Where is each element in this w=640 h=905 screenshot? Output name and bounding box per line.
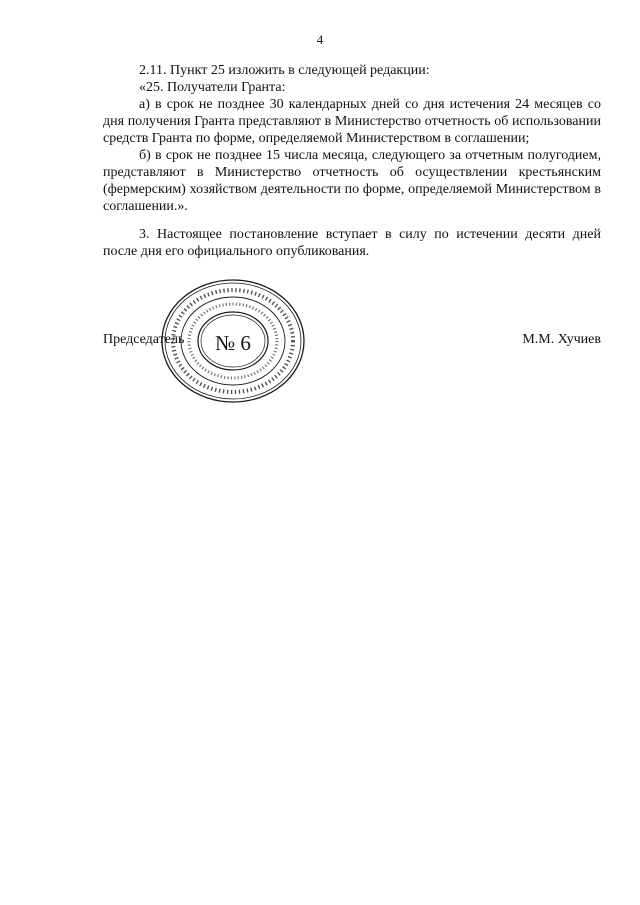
paragraph-subclause-b: б) в срок не позднее 15 числа месяца, следующего за отчетным полугодием, представляют в Министерство отчетность об осуществлении крестьянским (фермерским) хозяйством деятельности по форме, определяемой Министерством в соглашении.». [103,148,601,214]
paragraph-clause-3: 3. Настоящее постановление вступает в силу по истечении десяти дней после дня его официального опубликования. [103,227,601,259]
stamp-number: № 6 [215,331,251,355]
paragraph-clause-25: «25. Получатели Гранта: [139,80,286,95]
page-number: 4 [316,32,324,47]
paragraph-clause-2-11: 2.11. Пункт 25 изложить в следующей редакции: [139,63,430,78]
paragraph-subclause-a: а) в срок не позднее 30 календарных дней со дня истечения 24 месяцев со дня получения Гранта представляют в Министерство отчетность об использовании средств Гранта по форме, определяемой Министерством в соглашении; [103,97,601,146]
signer-name: М.М. Хучиев [522,332,601,347]
official-stamp [160,278,306,404]
stamp-seal-icon [160,278,306,404]
document-body [103,62,601,260]
signer-title: Председатель [103,332,185,347]
